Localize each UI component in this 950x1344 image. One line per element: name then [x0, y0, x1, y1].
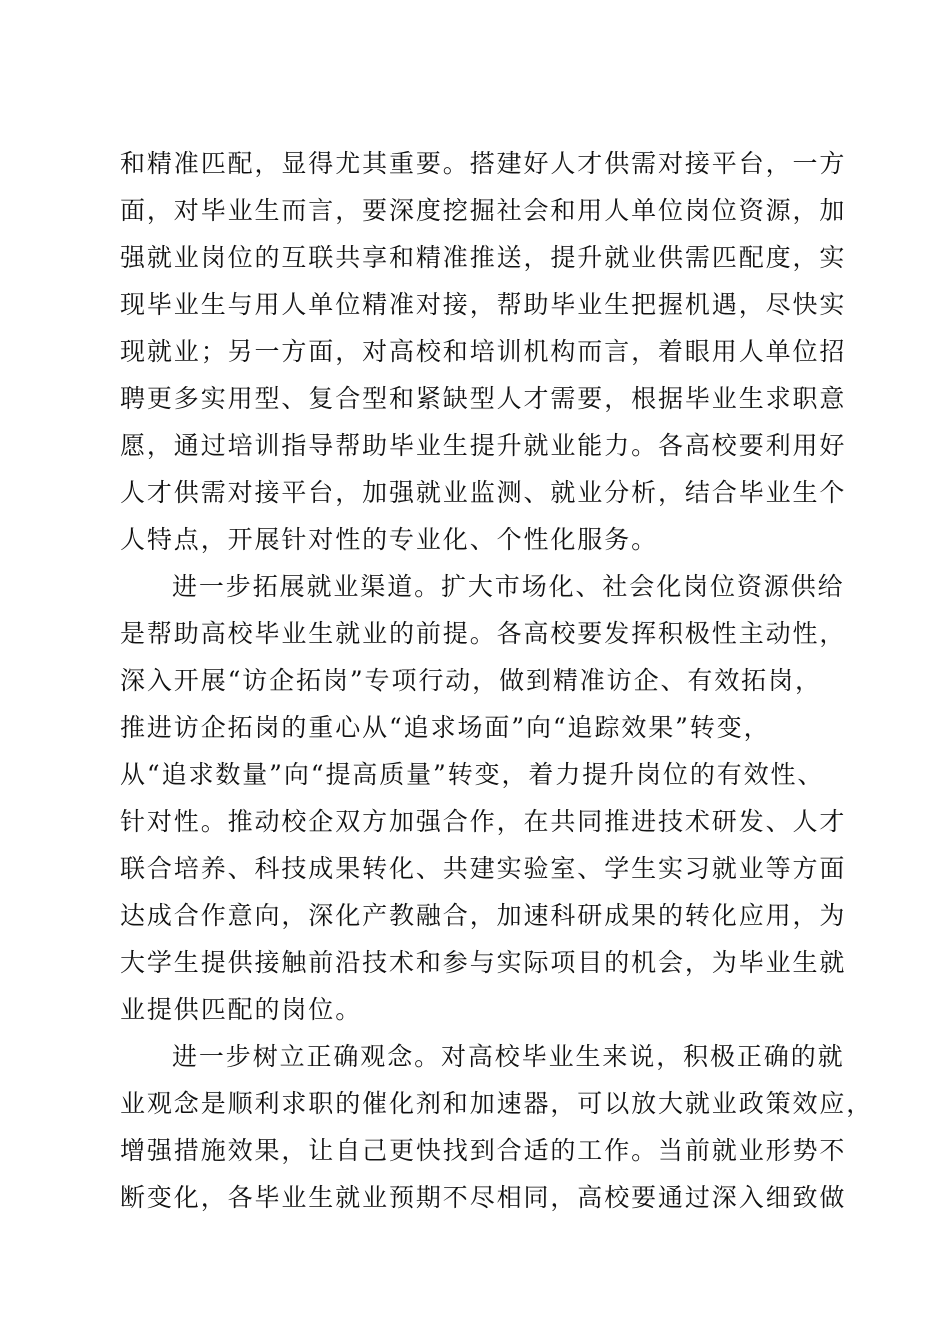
text-line: 现就业；另一方面，对高校和培训机构而言，着眼用人单位招 — [120, 337, 847, 366]
text-line: 联合培养、科技成果转化、共建实验室、学生实习就业等方面 — [120, 854, 847, 883]
text-line: 大学生提供接触前沿技术和参与实际项目的机会，为毕业生就 — [120, 948, 847, 977]
text-line: 业观念是顺利求职的催化剂和加速器，可以放大就业政策效应， — [120, 1089, 874, 1118]
text-line: 推进访企拓岗的重心从“追求场面”向“追踪效果”转变， — [120, 713, 771, 742]
text-line: 强就业岗位的互联共享和精准推送，提升就业供需匹配度，实 — [120, 243, 847, 272]
text-line: 是帮助高校毕业生就业的前提。各高校要发挥积极性主动性， — [120, 619, 847, 648]
text-line: 面，对毕业生而言，要深度挖掘社会和用人单位岗位资源，加 — [120, 196, 847, 225]
body-text — [120, 140, 874, 1221]
paragraph-correct-concepts — [120, 1033, 874, 1221]
text-line: 从“追求数量”向“提高质量”转变，着力提升岗位的有效性、 — [120, 760, 825, 789]
text-line: 业提供匹配的岗位。 — [120, 995, 363, 1024]
paragraph-talent-platform — [120, 140, 847, 563]
text-line: 人特点，开展针对性的专业化、个性化服务。 — [120, 525, 659, 554]
text-line: 人才供需对接平台，加强就业监测、就业分析，结合毕业生个 — [120, 478, 847, 507]
text-line: 增强措施效果，让自己更快找到合适的工作。当前就业形势不 — [120, 1136, 847, 1165]
text-line: 聘更多实用型、复合型和紧缺型人才需要，根据毕业生求职意 — [120, 384, 847, 413]
text-line: 断变化，各毕业生就业预期不尽相同，高校要通过深入细致做 — [120, 1183, 847, 1212]
paragraph-employment-channels — [120, 563, 847, 1033]
text-line: 针对性。推动校企双方加强合作，在共同推进技术研发、人才 — [120, 807, 847, 836]
text-line: 深入开展“访企拓岗”专项行动，做到精准访企、有效拓岗， — [120, 666, 822, 695]
text-line: 现毕业生与用人单位精准对接，帮助毕业生把握机遇，尽快实 — [120, 290, 847, 319]
text-line: 达成合作意向，深化产教融合，加速科研成果的转化应用，为 — [120, 901, 847, 930]
text-line: 进一步树立正确观念。对高校毕业生来说，积极正确的就 — [172, 1042, 845, 1071]
text-line: 和精准匹配，显得尤其重要。搭建好人才供需对接平台，一方 — [120, 149, 847, 178]
text-line: 进一步拓展就业渠道。扩大市场化、社会化岗位资源供给 — [172, 572, 845, 601]
text-line: 愿，通过培训指导帮助毕业生提升就业能力。各高校要利用好 — [120, 431, 847, 460]
